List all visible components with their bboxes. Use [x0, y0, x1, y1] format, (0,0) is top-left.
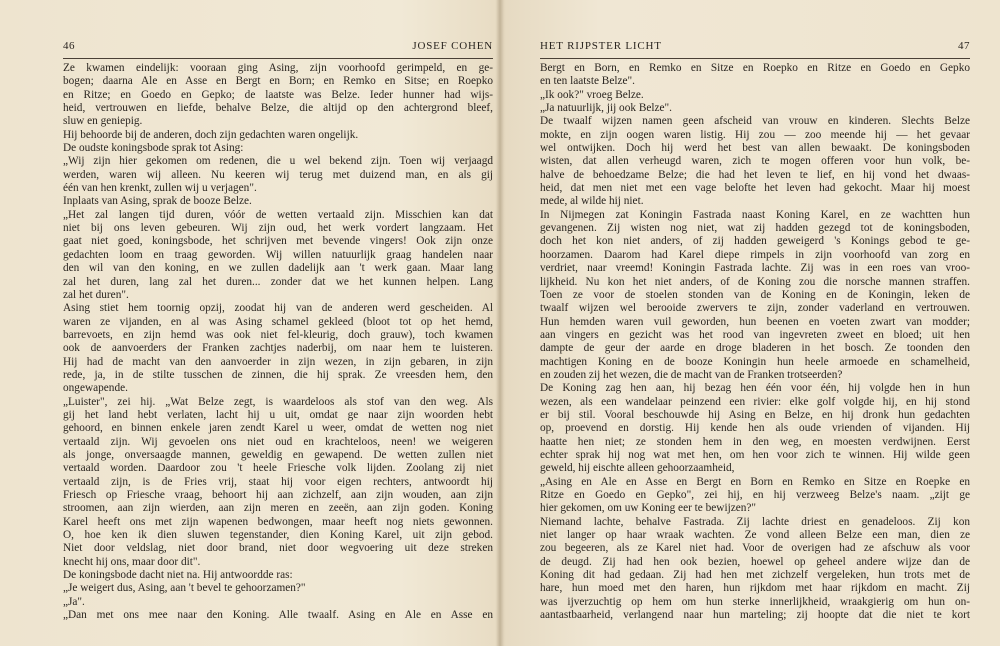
- text-line: werden, waren wij alleen. Nu keeren wij terug met duizend man, en als gij: [63, 168, 493, 181]
- text-line: één van hen krenkt, zullen wij u verjagen".: [63, 182, 257, 195]
- text-line: aan vingers en gezicht was het rood van ingevreten zweet en bloed; uit hen: [540, 328, 970, 341]
- text-line: hare, hun moed met den haren, hun rijkdom met haar rijkdom en macht. Zij: [540, 582, 970, 595]
- text-line: gehoord, en binnen enkele jaren zendt Karel u weer, omdat de wetten nog niet: [63, 422, 493, 435]
- text-line: Ze kwamen eindelijk: vooraan ging Asing, zijn voorhoofd gerimpeld, en ge-: [63, 62, 493, 74]
- text-line: „Asing en Ale en Asse en Bergt en Born en Remko en Sitze en Roepke en: [540, 475, 970, 488]
- text-line: waren ze vijanden, en al was Asing schamel gekleed (bloot tot op het hemd,: [63, 315, 493, 328]
- text-line: en zouden zij het wezen, die de macht van de Franken trotseerden?: [540, 368, 843, 381]
- text-line: Hij had de macht van den aanvoerder in zijn wezen, in zijn gebaren, in zijn: [63, 355, 493, 368]
- text-line: De Koning zag hen aan, hij bezag hen één voor één, hij volgde hen in hun: [540, 382, 970, 395]
- text-line: vertaald worden. Daardoor zou 't heele Friesche volk lijden. Zoolang zij niet: [63, 462, 493, 475]
- text-line: twaalf wijzen wel berooide zwervers te zijn, zonder vaderland en vertrouwen.: [540, 302, 970, 315]
- text-line: Friesch op Friesche vraag, behoort hij aan zichzelf, aan zijn wouden, aan zijn: [63, 489, 493, 501]
- book-gutter: [496, 0, 504, 646]
- text-line: Inplaats van Asing, sprak de booze Belze.: [63, 195, 252, 208]
- text-line: echter sprak hij nog wat met hen, om hen voor zich te winnen. Hij wilde geen: [540, 448, 970, 461]
- text-line: Niet door veldslag, niet door brand, niet door wegvoering uit deze streken: [63, 542, 493, 555]
- text-line: haatte hen niet; ze stonden hem in den weg, en moesten verdwijnen. Eerst: [540, 435, 970, 448]
- text-line: geweld, hij eischte alleen gehoorzaamheid,: [540, 462, 735, 475]
- text-line: knecht hij ons, maar door dit".: [63, 555, 201, 568]
- text-line: zou begeeren, als ze Karel niet had. Voor de overigen had ze afschuw als voor: [540, 542, 970, 555]
- text-line: hier gekomen, om uw Koning eer te bewijzen?": [540, 502, 757, 515]
- right-page-body: [540, 62, 970, 622]
- right-running-head: [540, 38, 970, 58]
- text-line: verdriet, naar vreemd! Koningin Fastrada lachte. Zij was in een roes van vroo-: [540, 262, 970, 275]
- text-line: zal het duren".: [63, 288, 129, 301]
- text-line: mede, al wilde hij niet.: [540, 195, 644, 208]
- text-line: De koningsbode dacht niet na. Hij antwoordde ras:: [63, 569, 293, 582]
- left-head-rule: [63, 58, 493, 59]
- right-running-title: HET RIJPSTER LICHT: [540, 40, 662, 52]
- text-line: de deugd. Zij had hen ook bezien, hoewel op geheel andere wijze dan de: [540, 555, 970, 568]
- text-line: De twaalf wijzen namen geen afscheid van vrouw en kinderen. Slechts Belze: [540, 115, 970, 128]
- text-line: Koning dit had gedaan. Zij had hen met zichzelf vergeleken, hun trots met de: [540, 569, 970, 582]
- text-line: ook de aanvoerders der Franken zachtjes naderbij, om naar hem te luisteren.: [63, 342, 493, 355]
- text-line: „Je weigert dus, Asing, aan 't bevel te gehoorzamen?": [63, 582, 306, 595]
- text-line: Hij behoorde bij de anderen, doch zijn gedachten waren ongelijk.: [63, 128, 359, 141]
- text-line: Hun hemden waren vuil geworden, hun beenen en voeten zwart van modder;: [540, 315, 970, 328]
- text-line: vertaald zijn, is de Fries vrij, staat hij voor eigen rechters, antwoordt hij: [63, 475, 493, 488]
- text-line: aantastbaarheid, verlangend naar hun marteling; zij hoopte dat die niet te kort: [540, 609, 970, 622]
- text-line: niet langer op haar wraak wachten. Ze vond alleen Belze een man, dien ze: [540, 529, 970, 542]
- text-line: O, hoe ken ik dien sluwen tegenstander, dien Koning Karel, uit zijn gebod.: [63, 529, 493, 542]
- text-line: ongewapende.: [63, 382, 128, 395]
- text-line: In Nijmegen zat Koningin Fastrada naast Koning Karel, en ze wachtten hun: [540, 208, 970, 221]
- left-running-head: [63, 38, 493, 58]
- text-line: op, proevend en dorstig. Hij kende hen als oude vrienden of vijanden. Hij: [540, 422, 970, 435]
- text-line: gaat niet goed, koningsbode, het schrijven met bevende vingers! Ook zijn onze: [63, 235, 493, 248]
- text-line: machtigen Koning en de booze Koningin hun heele armoede en schamelheid,: [540, 355, 970, 368]
- text-line: gevangenen. Zij wisten nog niet, wat zij hadden gezegd tot de koningsboden,: [540, 222, 970, 235]
- text-line: den wil van den koning, en we zullen dadelijk aan 't werk gaan. Maar lang: [63, 262, 493, 275]
- text-line: Ritze en Goedo en Gepko", zei hij, en hij verzweeg Belze's naam. „zijt ge: [540, 489, 970, 501]
- text-line: vertaald zijn. Wij gevoelen ons niet oud en krachteloos, neen! we weigeren: [63, 435, 493, 448]
- text-line: „Het zal langen tijd duren, vóór de wetten vertaald zijn. Misschien kan dat: [63, 208, 493, 221]
- text-line: „Ja".: [63, 595, 85, 608]
- text-line: stroomen, aan zijn wierden, aan zijn meren en zeeën, aan zijn goden. Koning: [63, 502, 493, 515]
- left-page-number: 46: [63, 40, 75, 52]
- text-line: „Dan met ons mee naar den Koning. Alle twaalf. Asing en Ale en Asse en: [63, 609, 493, 622]
- right-head-rule: [540, 58, 970, 59]
- text-line: gedachten loom en traag geworden. Wij willen natuurlijk graag handelen naar: [63, 248, 493, 261]
- text-line: niet bij ons leven gebeuren. Wij zijn oud, het werk vordert langzaam. Het: [63, 222, 493, 235]
- text-line: „Luister", zei hij. „Wat Belze zegt, is waardeloos als stof van den weg. Als: [63, 395, 493, 408]
- text-line: Toen ze voor de stoelen stonden van de Koning en de Koningin, leken de: [540, 288, 970, 301]
- text-line: sluw en geniepig.: [63, 115, 143, 128]
- left-page: [63, 38, 493, 638]
- text-line: wisten, dat allen verheugd waren, zich te mogen offeren voor hun volk, be-: [540, 155, 970, 168]
- text-line: zal het duren, lang zal het duren... zonder dat we het kunnen helpen. Lang: [63, 275, 493, 288]
- text-line: dampte de geur der aarde en droge bladeren in het bosch. Ze toonden den: [540, 342, 970, 355]
- text-line: mokte, en zijn oogen waren listig. Hij zou — zoo meende hij — het gevaar: [540, 128, 970, 141]
- text-line: rede, ja, in de stilte tusschen de zinnen, die hij sprak. Ze vreesden hem, den: [63, 368, 493, 381]
- text-line: lijkheid. Nu kon het niet anders, of de Koning zou die norsche mannen straffen.: [540, 275, 970, 288]
- text-line: halve de behoedzame Belze; die had het leven te lief, en hij vond het dwaas-: [540, 168, 970, 181]
- text-line: als jonge, onversaagde mannen, geweldig en gewapend. De wetten zullen niet: [63, 448, 493, 461]
- text-line: was ijverzuchtig op hem om hun sterke innerlijkheid, wraakgierig om hun on-: [540, 595, 970, 608]
- text-line: er bij stil. Vooral beschouwde hij Asing en Belze, en hij dronk hun gedachten: [540, 408, 970, 421]
- left-running-title: JOSEF COHEN: [412, 40, 493, 52]
- text-line: barrevoets, en zijn hemd was ook niet fel-kleurig, doch grauw), toch kwamen: [63, 328, 493, 341]
- text-line: wel ontwijken. Doch hij werd het best van allen bewaakt. De koningsboden: [540, 142, 970, 155]
- right-page-number: 47: [958, 40, 970, 52]
- text-line: wezen, als een wandelaar peinzend een rivier: elke golf volgde hij, en hij stond: [540, 395, 970, 408]
- text-line: „Ja natuurlijk, jij ook Belze".: [540, 102, 672, 115]
- text-line: „Wij zijn hier gekomen om redenen, die u wel bekend zijn. Toen wij verjaagd: [63, 155, 493, 168]
- text-line: gij het land hebt verlaten, lacht hij u uit, omdat ge naar zijn woorden hebt: [63, 408, 493, 421]
- text-line: Asing stiet hem toornig opzij, zoodat hij van de anderen werd gescheiden. Al: [63, 302, 493, 315]
- text-line: en Ritze; en Goedo en Gepko; de laatste was Belze. Ieder hunner had wijs-: [63, 88, 493, 101]
- text-line: bogen; daarna Ale en Asse en Bergt en Born; en Remko en Sitse; en Roepko: [63, 75, 493, 88]
- text-line: De oudste koningsbode sprak tot Asing:: [63, 142, 244, 155]
- text-line: Karel heeft ons met zijn wapenen bedwongen, maar heeft nog niets gewonnen.: [63, 515, 493, 528]
- text-line: heid, vertrouwen en liefde, behalve Belze, die altijd op den achtergrond bleef,: [63, 102, 493, 115]
- text-line: heid, dat men niet met een vage belofte het leven had gekocht. Maar hij moest: [540, 182, 970, 195]
- left-page-body: [63, 62, 493, 622]
- text-line: en ten laatste Belze".: [540, 75, 635, 88]
- text-line: Bergt en Born, en Remko en Sitze en Roepko en Ritze en Goedo en Gepko: [540, 62, 970, 74]
- text-line: doch het kon niet anders, of zij hadden geweigerd 's Konings gebod te ge-: [540, 235, 970, 248]
- text-line: Niemand lachte, behalve Fastrada. Zij lachte driest en genadeloos. Zij kon: [540, 515, 970, 528]
- right-page: [540, 38, 970, 638]
- text-line: „Ik ook?" vroeg Belze.: [540, 88, 644, 101]
- text-line: hoorzamen. Daarom had Karel diepe rimpels in zijn voorhoofd van zorg en: [540, 248, 970, 261]
